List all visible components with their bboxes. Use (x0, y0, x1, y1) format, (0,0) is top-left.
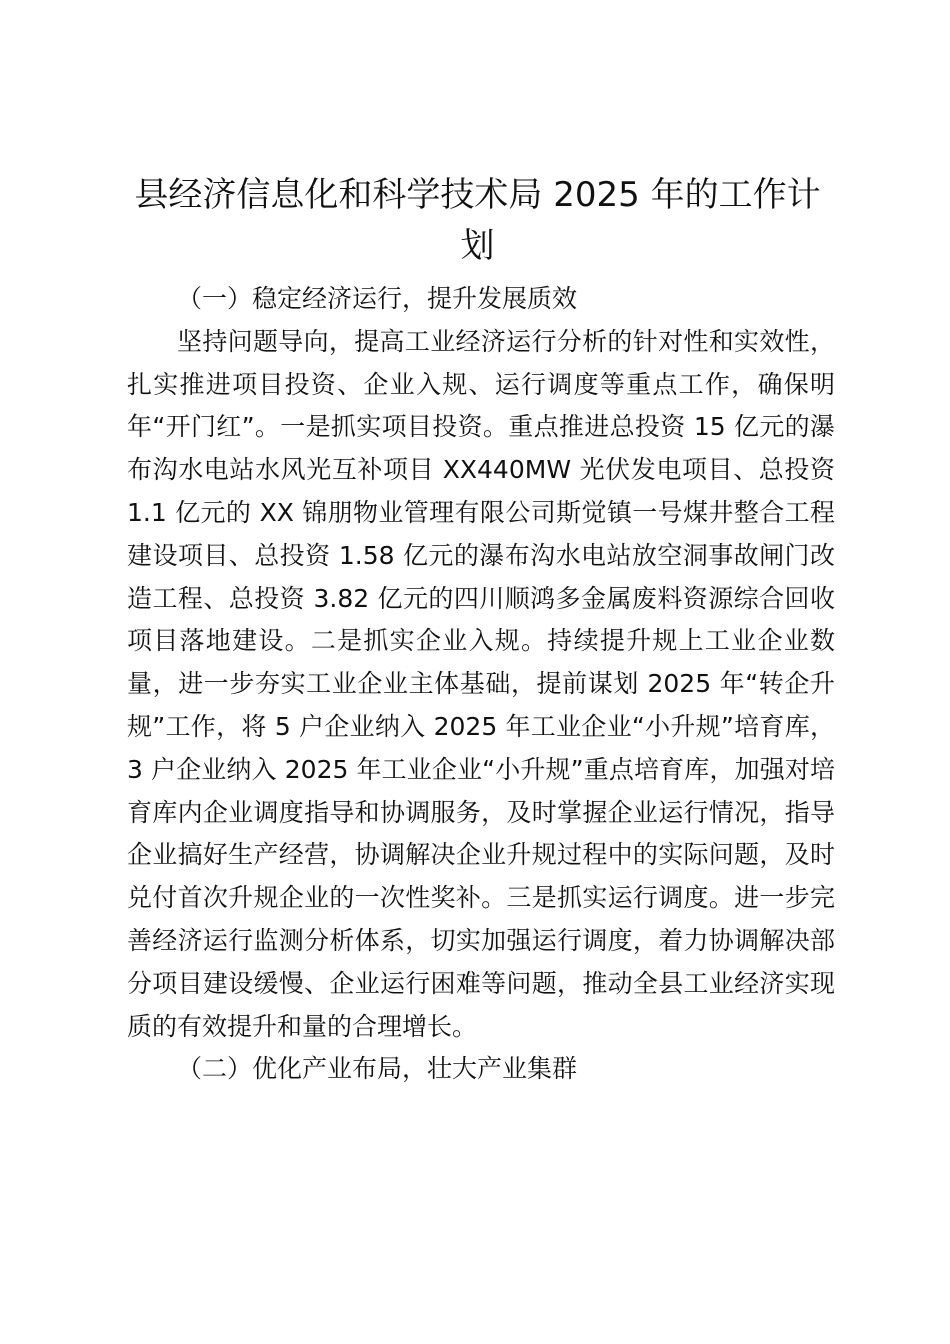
document-body (127, 278, 835, 1091)
section-heading-1: （一）稳定经济运行，提升发展质效 (177, 284, 578, 313)
section-heading-2: （二）优化产业布局，壮大产业集群 (177, 1054, 578, 1084)
document-title: 县经济信息化和科学技术局 2025 年的工作计划 (134, 175, 821, 266)
section-paragraph-1: 坚持问题导向，提高工业经济运行分析的针对性和实效性，扎实推进项目投资、企业入规、运行调度等重点工作，确保明年“开门红”。一是抓实项目投资。重点推进总投资 15 亿元的瀑布沟水电站水风光互补项目 XX440MW 光伏发电项目、总投资 1.1 亿元的 XX 锦朋物业管理有限公司斯觉镇一号煤井整合工程建设项目、总投资 1.58 亿元的瀑布沟水电站放空洞事故闸门改造工程、总投资 3.82 亿元的四川顺鸿多金属废料资源综合回收项目落地建设。二是抓实企业入规。持续提升规上工业企业数量，进一步夯实工业企业主体基础，提前谋划 2025 年“转企升规”工作，将 5 户企业纳入 2025 年工业企业“小升规”培育库，3 户企业纳入 2025 年工业企业“小升规”重点培育库，加强对培育库内企业调度指导和协调服务，及时掌握企业运行情况，指导企业搞好生产经营，协调解决企业升规过程中的实际问题，及时兑付首次升规企业的一次性奖补。三是抓实运行调度。进一步完善经济运行监测分析体系，切实加强运行调度，着力协调解决部分项目建设缓慢、企业运行困难等问题，推动全县工业经济实现质的有效提升和量的合理增长。 (127, 326, 835, 1041)
